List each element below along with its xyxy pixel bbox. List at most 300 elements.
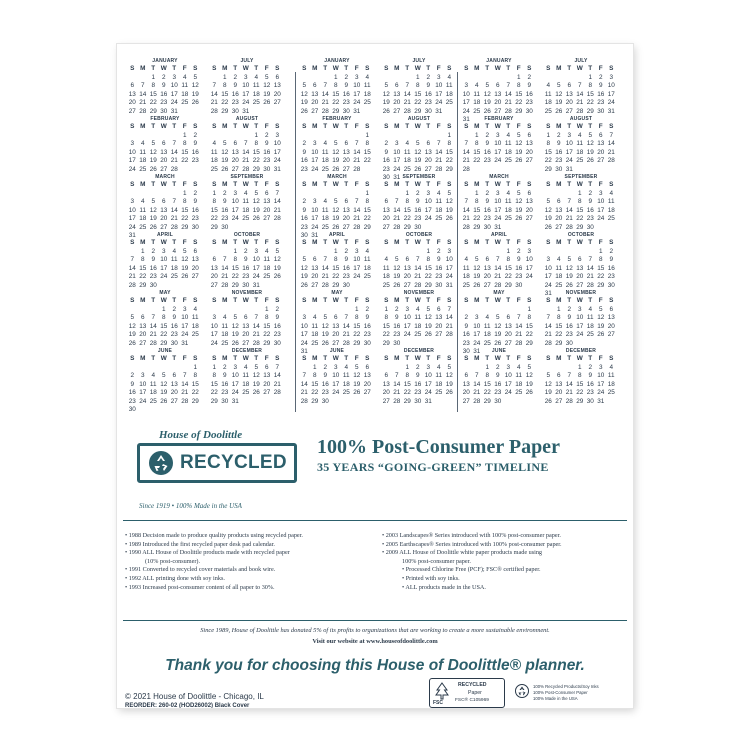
- day-number: 24: [462, 107, 470, 115]
- month-name: DECEMBER: [565, 348, 597, 354]
- day-number: 26: [393, 281, 401, 289]
- day-number: 19: [321, 331, 329, 338]
- weekday-label: T: [405, 123, 410, 130]
- day-number: 24: [424, 215, 432, 222]
- weekday-label: S: [193, 65, 198, 72]
- day-number: 30: [525, 107, 533, 115]
- month-day-grid: [543, 355, 619, 406]
- day-number: 11: [473, 90, 481, 98]
- weekday-label: W: [160, 355, 167, 362]
- day-number: 5: [182, 247, 187, 255]
- weekday-label: S: [527, 123, 532, 130]
- day-number: 19: [300, 99, 308, 106]
- weekday-label: M: [474, 65, 480, 72]
- day-number: 24: [128, 165, 136, 173]
- weekday-label: T: [344, 355, 349, 362]
- day-number: 30: [160, 107, 168, 115]
- weekday-label: T: [344, 123, 349, 130]
- day-number: 5: [556, 82, 561, 89]
- day-number: [127, 248, 138, 257]
- weekday-label: M: [474, 123, 480, 130]
- day-number: 23: [414, 389, 422, 396]
- weekday-label: M: [312, 239, 318, 246]
- timeline-entry: • ALL products made in the USA.: [402, 583, 486, 591]
- day-number: 15: [353, 322, 361, 330]
- day-number: 1: [365, 131, 370, 139]
- weekday-label: S: [193, 297, 198, 304]
- day-number: 14: [473, 380, 481, 388]
- day-number: 24: [181, 331, 189, 338]
- day-number: [381, 364, 392, 373]
- donation-note: Since 1989, House of Doolittle has donated 5% of its profits to organizations that are working to create a more sustainable environment.: [200, 627, 550, 634]
- day-number: 12: [273, 256, 281, 263]
- day-number: 11: [181, 82, 189, 89]
- day-number: 26: [273, 273, 281, 280]
- weekday-label: M: [556, 355, 562, 362]
- day-number: 13: [128, 90, 136, 98]
- day-number: 10: [445, 256, 453, 263]
- day-number: 25: [576, 157, 584, 164]
- month-calendar: [381, 174, 457, 232]
- day-number: 20: [382, 215, 390, 222]
- day-number: 28: [435, 165, 443, 173]
- day-number: 8: [212, 372, 217, 379]
- weekday-label: T: [323, 297, 328, 304]
- day-number: 21: [462, 215, 470, 222]
- day-number: 16: [128, 389, 136, 396]
- day-number: [310, 132, 321, 141]
- day-number: 14: [414, 264, 422, 272]
- day-number: 8: [254, 140, 259, 147]
- day-number: 30: [515, 281, 523, 289]
- month-day-grid: [381, 239, 457, 290]
- day-number: 12: [597, 314, 605, 321]
- day-number: 25: [382, 281, 390, 289]
- day-number: 24: [494, 157, 502, 164]
- day-number: 16: [597, 90, 605, 98]
- weekday-label: S: [275, 239, 280, 246]
- day-number: 14: [273, 198, 281, 205]
- day-number: 7: [394, 198, 399, 205]
- day-number: 8: [447, 140, 452, 147]
- recycle-icon: [515, 684, 529, 698]
- day-number: 31: [181, 339, 189, 347]
- day-number: 22: [210, 389, 218, 396]
- weekday-label: S: [275, 65, 280, 72]
- day-number: 15: [424, 264, 432, 272]
- day-number: [148, 190, 159, 199]
- day-number: 21: [473, 389, 481, 396]
- day-number: 22: [483, 389, 491, 396]
- day-number: 30: [586, 397, 594, 405]
- day-number: [381, 248, 392, 257]
- website-link[interactable]: Visit our website at www.houseofdoolittle.com: [312, 638, 438, 645]
- day-number: [362, 108, 373, 117]
- day-number: 4: [344, 363, 349, 371]
- day-number: 22: [221, 99, 229, 106]
- day-number: 3: [405, 305, 410, 313]
- day-number: 12: [515, 140, 523, 147]
- day-number: 8: [222, 82, 227, 89]
- weekday-label: T: [344, 181, 349, 188]
- day-number: 6: [567, 82, 572, 89]
- day-number: 12: [515, 198, 523, 205]
- weekday-label: F: [516, 181, 521, 188]
- day-number: 13: [139, 322, 147, 330]
- day-number: 8: [577, 372, 582, 379]
- day-number: 25: [586, 331, 594, 338]
- month-name: MAY: [331, 290, 343, 296]
- yearly-calendar-area: [117, 58, 633, 418]
- day-number: [138, 306, 149, 315]
- day-number: 19: [160, 389, 168, 396]
- day-number: 10: [311, 148, 319, 156]
- day-number: 30: [555, 165, 563, 173]
- day-number: 21: [435, 157, 443, 164]
- day-number: 22: [414, 99, 422, 106]
- calendar-column: [299, 58, 375, 406]
- day-number: 17: [311, 157, 319, 164]
- day-number: 2: [598, 73, 603, 81]
- day-number: 6: [344, 198, 349, 205]
- day-number: 22: [473, 157, 481, 164]
- day-number: [444, 398, 455, 407]
- day-number: 6: [161, 198, 166, 205]
- day-number: 12: [160, 380, 168, 388]
- month-day-grid: [127, 65, 203, 116]
- day-number: 9: [464, 322, 469, 330]
- timeline-entry: • Processed Chlorine Free (PCF); FSC® certified paper.: [402, 566, 541, 574]
- day-number: 30: [586, 223, 594, 231]
- day-number: 23: [128, 397, 136, 405]
- day-number: [402, 132, 413, 141]
- day-number: 13: [504, 322, 512, 330]
- day-number: 4: [243, 189, 248, 197]
- day-number: 19: [424, 322, 432, 330]
- weekday-label: F: [182, 123, 187, 130]
- day-number: 14: [321, 90, 329, 98]
- day-number: 21: [414, 273, 422, 280]
- day-number: 9: [415, 372, 420, 379]
- day-number: 21: [576, 99, 584, 106]
- day-number: 6: [264, 189, 269, 197]
- day-number: 11: [544, 90, 552, 98]
- day-number: [127, 190, 138, 199]
- day-number: [272, 108, 283, 117]
- day-number: 28: [353, 223, 361, 231]
- day-number: 17: [565, 148, 573, 156]
- day-number: 10: [494, 198, 502, 205]
- day-number: 29: [515, 107, 523, 115]
- month-name: DECEMBER: [231, 348, 263, 354]
- day-number: [543, 248, 554, 257]
- day-number: 18: [414, 322, 422, 330]
- month-name: JULY: [412, 58, 426, 64]
- day-number: 8: [182, 198, 187, 205]
- day-number: [209, 248, 220, 257]
- day-number: [575, 74, 586, 83]
- day-number: 14: [181, 380, 189, 388]
- day-number: [320, 132, 331, 141]
- day-number: 31: [424, 397, 432, 405]
- day-number: 7: [172, 140, 177, 147]
- weekday-label: S: [212, 355, 217, 362]
- day-number: 7: [140, 82, 145, 89]
- weekday-label: M: [474, 239, 480, 246]
- day-number: 5: [222, 140, 227, 147]
- day-number: 1: [233, 247, 238, 255]
- day-number: 28: [607, 157, 615, 164]
- day-number: 16: [300, 215, 308, 222]
- day-number: 19: [565, 273, 573, 280]
- day-number: 10: [160, 256, 168, 263]
- weekday-label: T: [172, 239, 177, 246]
- day-number: 5: [302, 82, 307, 89]
- day-number: 24: [311, 165, 319, 173]
- day-number: 30: [321, 397, 329, 405]
- day-number: 11: [363, 256, 371, 263]
- day-number: 5: [546, 372, 551, 379]
- day-number: 12: [414, 148, 422, 156]
- day-number: 22: [363, 157, 371, 164]
- day-number: 30: [393, 339, 401, 347]
- weekday-label: S: [447, 181, 452, 188]
- day-number: [180, 166, 191, 175]
- day-number: 22: [515, 99, 523, 106]
- weekday-label: M: [222, 355, 228, 362]
- day-number: 26: [300, 107, 308, 115]
- month-name: MARCH: [327, 174, 347, 180]
- day-number: 7: [516, 314, 521, 321]
- day-number: [159, 282, 170, 291]
- calendar-column: [127, 58, 203, 413]
- eco-claim-line: 100% Made in the USA: [533, 696, 578, 701]
- month-calendar: [209, 348, 285, 406]
- day-number: 16: [414, 380, 422, 388]
- day-number: 26: [252, 389, 260, 396]
- month-name: OCTOBER: [567, 232, 595, 238]
- day-number: 2: [365, 305, 370, 313]
- day-number: 21: [149, 331, 157, 338]
- day-number: 8: [384, 314, 389, 321]
- day-number: [230, 224, 241, 233]
- day-number: 9: [436, 256, 441, 263]
- day-number: 27: [393, 107, 401, 115]
- day-number: 12: [231, 322, 239, 330]
- day-number: 17: [393, 157, 401, 164]
- weekday-label: T: [323, 181, 328, 188]
- day-number: 20: [363, 380, 371, 388]
- day-number: 8: [333, 256, 338, 263]
- timeline-right: [382, 532, 627, 592]
- day-number: [310, 248, 321, 257]
- month-calendar: [381, 348, 457, 406]
- day-number: 13: [565, 90, 573, 98]
- day-number: 6: [556, 198, 561, 205]
- weekday-label: W: [414, 181, 421, 188]
- day-number: 17: [494, 206, 502, 214]
- day-number: 14: [342, 322, 350, 330]
- day-number: 30: [128, 406, 136, 413]
- day-number: 9: [344, 82, 349, 89]
- weekday-label: F: [436, 123, 441, 130]
- day-number: 21: [139, 99, 147, 106]
- weekday-label: S: [447, 239, 452, 246]
- day-number: 14: [544, 322, 552, 330]
- day-number: 29: [353, 339, 361, 347]
- day-number: [159, 406, 170, 415]
- weekday-label: F: [436, 181, 441, 188]
- day-number: 8: [485, 372, 490, 379]
- weekday-label: T: [506, 355, 511, 362]
- day-number: 15: [332, 264, 340, 272]
- day-number: 28: [170, 223, 178, 231]
- day-number: 25: [544, 107, 552, 115]
- day-number: 25: [504, 215, 512, 222]
- day-number: 22: [252, 157, 260, 164]
- day-number: 3: [598, 189, 603, 197]
- day-number: 31: [565, 165, 573, 173]
- weekday-label: M: [394, 181, 400, 188]
- day-number: 7: [323, 256, 328, 263]
- day-number: 6: [495, 82, 500, 89]
- day-number: 9: [384, 148, 389, 156]
- day-number: 14: [504, 90, 512, 98]
- weekday-label: W: [332, 297, 339, 304]
- weekday-label: M: [312, 123, 318, 130]
- weekday-label: F: [598, 239, 603, 246]
- day-number: 20: [263, 380, 271, 388]
- day-number: 26: [414, 165, 422, 173]
- day-number: 10: [139, 380, 147, 388]
- day-number: 16: [515, 264, 523, 272]
- weekday-label: S: [609, 297, 614, 304]
- day-number: 19: [483, 99, 491, 106]
- day-number: 15: [149, 90, 157, 98]
- day-number: 18: [435, 380, 443, 388]
- day-number: 18: [210, 157, 218, 164]
- day-number: 3: [495, 189, 500, 197]
- day-number: [320, 306, 331, 315]
- day-number: 13: [332, 322, 340, 330]
- day-number: 25: [555, 281, 563, 289]
- day-number: 15: [382, 322, 390, 330]
- day-number: [402, 74, 413, 83]
- day-number: 18: [139, 215, 147, 222]
- day-number: 4: [516, 363, 521, 371]
- weekday-label: T: [233, 65, 238, 72]
- day-number: [220, 248, 231, 257]
- day-number: [148, 132, 159, 141]
- day-number: 12: [252, 372, 260, 379]
- day-number: 27: [494, 107, 502, 115]
- month-day-grid: [461, 181, 537, 232]
- day-number: 24: [576, 331, 584, 338]
- day-number: 13: [393, 90, 401, 98]
- month-calendar: [543, 174, 619, 232]
- day-number: 18: [170, 264, 178, 272]
- month-name: SEPTEMBER: [402, 174, 436, 180]
- day-number: 1: [212, 363, 217, 371]
- weekday-label: T: [254, 355, 259, 362]
- day-number: 9: [344, 256, 349, 263]
- day-number: 13: [403, 264, 411, 272]
- calendar-column: [381, 58, 457, 406]
- day-number: 25: [607, 389, 615, 396]
- day-number: 24: [424, 389, 432, 396]
- day-number: [251, 224, 262, 233]
- weekday-label: F: [182, 65, 187, 72]
- day-number: 9: [130, 380, 135, 388]
- day-number: 3: [546, 256, 551, 263]
- day-number: 7: [447, 305, 452, 313]
- day-number: 4: [222, 314, 227, 321]
- day-number: 14: [607, 140, 615, 147]
- day-number: 31: [435, 107, 443, 115]
- day-number: 2: [222, 189, 227, 197]
- section-divider: [123, 620, 627, 621]
- month-day-grid: [381, 355, 457, 406]
- day-number: [299, 248, 310, 257]
- day-number: 12: [555, 90, 563, 98]
- day-number: 13: [494, 90, 502, 98]
- weekday-label: W: [414, 297, 421, 304]
- day-number: 22: [311, 389, 319, 396]
- weekday-label: W: [414, 239, 421, 246]
- day-number: 11: [607, 372, 615, 379]
- day-number: 15: [414, 90, 422, 98]
- day-number: 15: [576, 380, 584, 388]
- day-number: [503, 398, 514, 407]
- day-number: 19: [332, 215, 340, 222]
- day-number: 16: [221, 380, 229, 388]
- weekday-label: M: [222, 239, 228, 246]
- day-number: 10: [311, 206, 319, 214]
- day-number: 11: [607, 198, 615, 205]
- day-number: 11: [445, 82, 453, 89]
- weekday-label: S: [384, 355, 389, 362]
- day-number: 1: [415, 73, 420, 81]
- day-number: 19: [544, 215, 552, 222]
- day-number: 29: [191, 397, 199, 405]
- day-number: 4: [447, 73, 452, 81]
- day-number: [220, 132, 231, 141]
- day-number: [564, 74, 575, 83]
- day-number: 27: [424, 165, 432, 173]
- weekday-label: S: [464, 297, 469, 304]
- day-number: 24: [128, 223, 136, 231]
- day-number: 1: [212, 189, 217, 197]
- day-number: 30: [221, 223, 229, 231]
- day-number: 15: [181, 148, 189, 156]
- day-number: 20: [483, 273, 491, 280]
- day-number: [262, 224, 273, 233]
- weekday-label: W: [576, 355, 583, 362]
- day-number: 10: [565, 140, 573, 147]
- weekday-label: W: [494, 181, 501, 188]
- day-number: 13: [607, 314, 615, 321]
- day-number: 3: [243, 73, 248, 81]
- day-number: [320, 190, 331, 199]
- weekday-label: S: [464, 355, 469, 362]
- day-number: 1: [333, 247, 338, 255]
- weekday-label: T: [567, 239, 572, 246]
- day-number: 2: [302, 198, 307, 205]
- day-number: 4: [556, 256, 561, 263]
- day-number: 6: [436, 305, 441, 313]
- weekday-label: T: [151, 355, 156, 362]
- weekday-label: M: [312, 355, 318, 362]
